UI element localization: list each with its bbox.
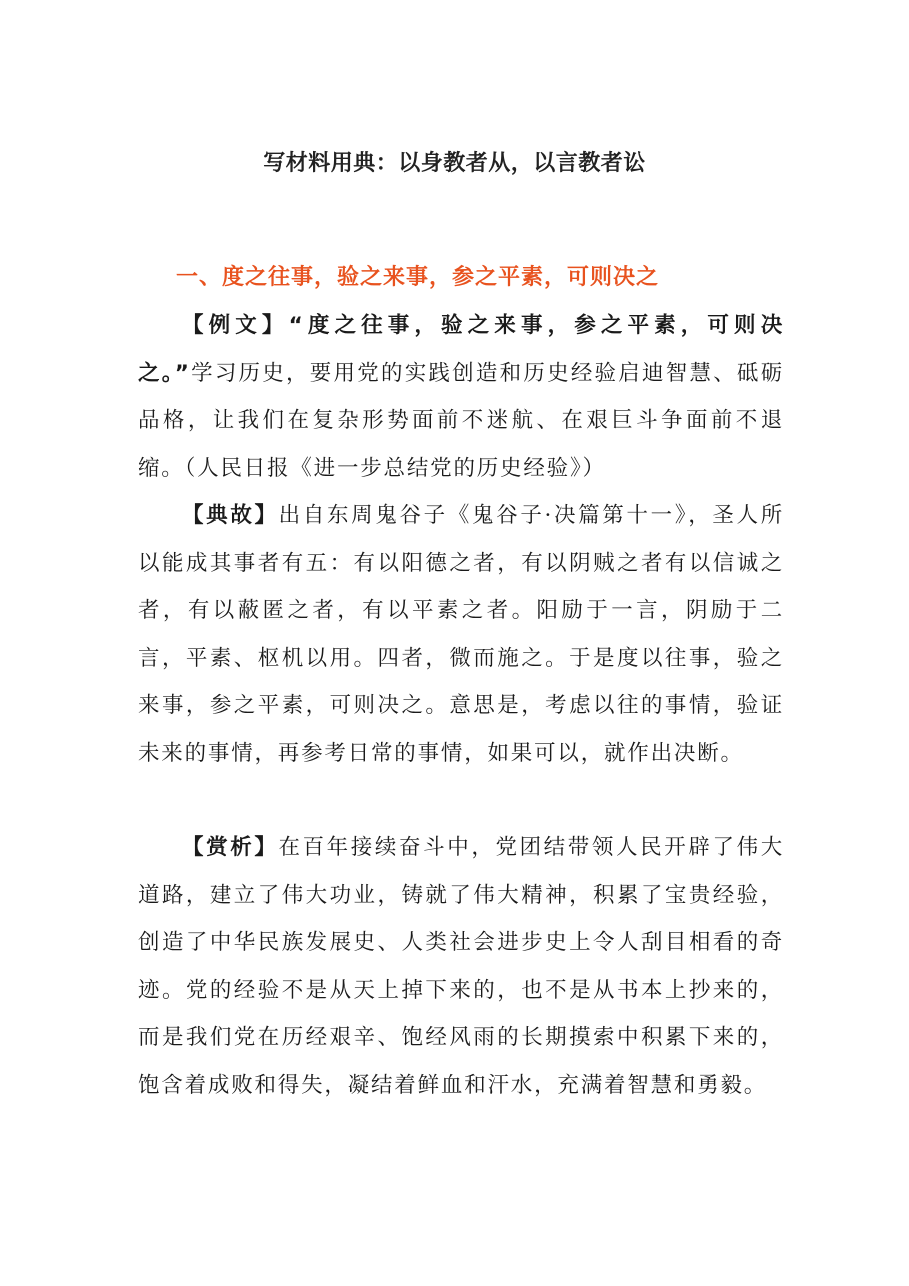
appreciation-paragraph — [138, 824, 784, 1109]
example-paragraph — [138, 302, 784, 492]
appreciation-text: 在百年接续奋斗中，党团结带领人民开辟了伟大道路，建立了伟大功业，铸就了伟大精神，积累了宝贵经验，创造了中华民族发展史、人类社会进步史上令人刮目相看的奇迹。党的经验不是从天上掉下来的，也不是从书本上抄来的，而是我们党在历经艰辛、饱经风雨的长期摸索中积累下来的，饱含着成败和得失，凝结着鲜血和汗水，充满着智慧和勇毅。 — [138, 835, 784, 1098]
example-quote: “度之往事，验之来事，参之平素，可则决之。” — [138, 313, 784, 386]
origin-text: 出自东周鬼谷子《鬼谷子·决篇第十一》，圣人所以能成其事者有五：有以阳德之者，有以阴贼之者有以信诚之者，有以蔽匿之者，有以平素之者。阳励于一言，阴励于二言，平素、枢机以用。四者，微而施之。于是度以往事，验之来事，参之平素，可则决之。意思是，考虑以往的事情，验证未来的事情，再参考日常的事情，如果可以，就作出决断。 — [138, 503, 785, 766]
document-title: 写材料用典：以身教者从，以言教者讼 — [263, 151, 646, 176]
example-tag: 【例文】 — [182, 313, 289, 338]
example-text: 学习历史，要用党的实践创造和历史经验启迪智慧、砥砺品格，让我们在复杂形势面前不迷航、在艰巨斗争面前不退缩。（人民日报《进一步总结党的历史经验》） — [138, 360, 784, 481]
section-heading: 一、度之往事，验之来事，参之平素，可则决之 — [176, 265, 660, 290]
origin-paragraph — [138, 492, 784, 777]
origin-tag: 【典故】 — [182, 503, 279, 528]
appreciation-tag: 【赏析】 — [182, 835, 279, 860]
